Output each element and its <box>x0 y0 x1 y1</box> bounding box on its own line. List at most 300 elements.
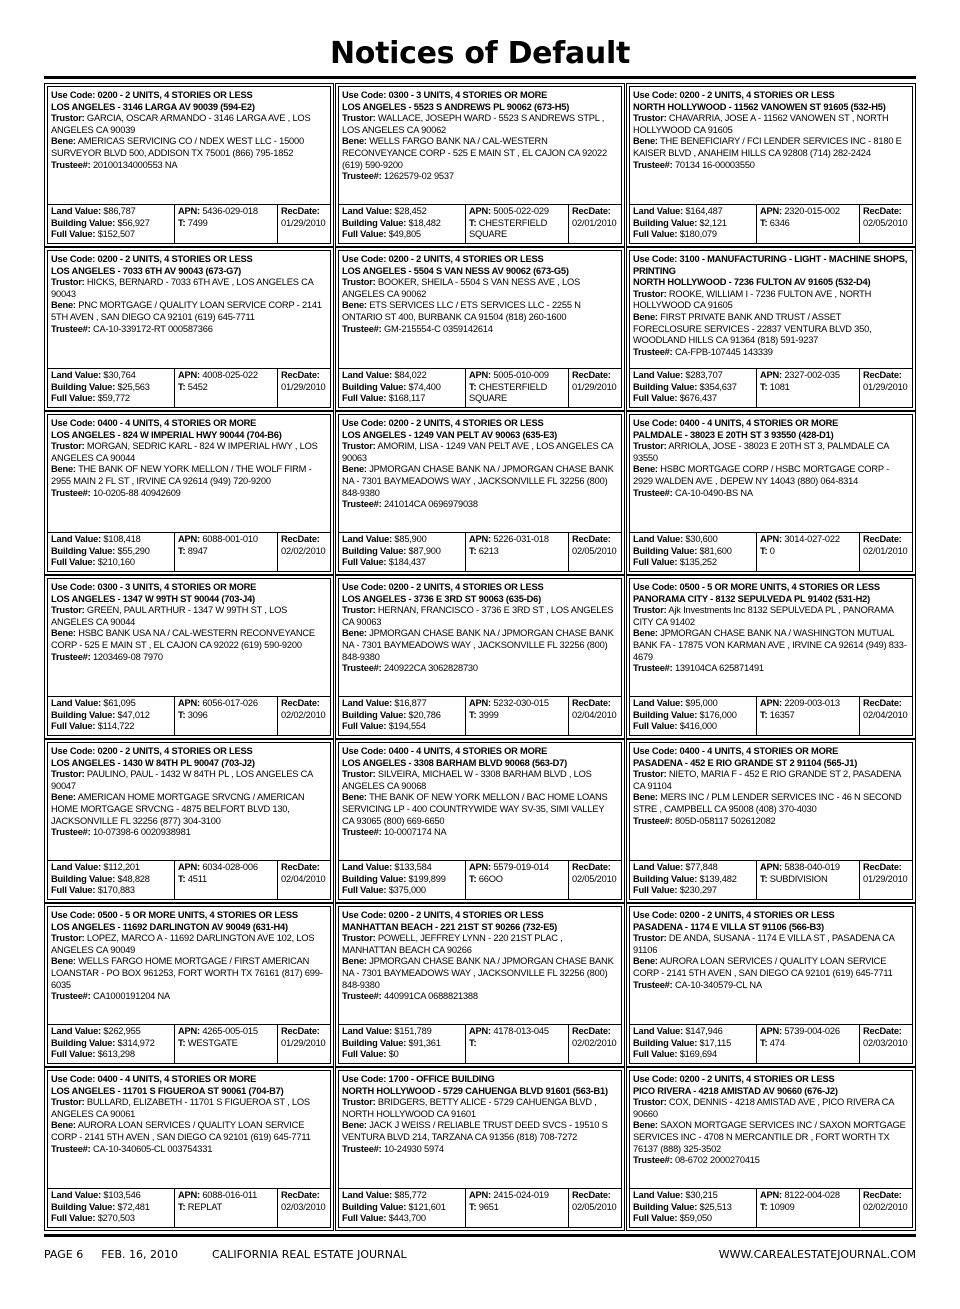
building-value-row <box>51 710 171 722</box>
building-value: $20,786 <box>408 709 441 720</box>
land-value: $86,787 <box>103 206 136 216</box>
land-value-row <box>342 862 462 874</box>
trustee-line <box>633 663 909 675</box>
notice-body <box>633 1074 909 1187</box>
tract-row <box>760 1038 856 1050</box>
recdate-label: RecDate: <box>281 206 320 216</box>
trustee-line <box>633 1155 909 1167</box>
use-code: Use Code: 0300 - 3 UNITS, 4 STORIES OR MORE <box>342 90 548 100</box>
beneficiary-line <box>342 628 618 663</box>
apn-value: 2327-002-035 <box>784 370 840 380</box>
building-value-row <box>51 1202 171 1214</box>
use-code: Use Code: 0200 - 2 UNITS, 4 STORIES OR LESS <box>633 910 835 920</box>
building-value-row <box>633 1038 753 1050</box>
trustor-value: AMORIM, LISA - 1249 VAN PELT AVE , LOS ANGELES CA 90063 <box>342 441 613 463</box>
recdate-label: RecDate: <box>281 698 320 708</box>
apn-column <box>757 369 860 407</box>
land-value-label: Land Value: <box>633 1026 683 1036</box>
recdate-value: 01/29/2010 <box>281 1037 326 1048</box>
building-value-row <box>51 218 171 230</box>
trustee-label: Trustee#: <box>342 663 382 674</box>
trustee-value: 1203469-08 7970 <box>92 651 163 662</box>
recdate-label: RecDate: <box>572 370 611 380</box>
apn-label: APN: <box>178 370 200 380</box>
trustee-line <box>633 980 909 992</box>
trustee-value: 440991CA 0688821388 <box>383 991 478 1002</box>
full-value-label: Full Value: <box>633 1049 678 1060</box>
apn-row <box>178 1026 274 1038</box>
building-value-row <box>342 218 462 230</box>
recdate-column <box>569 1025 621 1063</box>
land-value: $95,000 <box>685 698 718 708</box>
trustor-label: Trustor: <box>633 288 667 299</box>
page-footer <box>44 1248 916 1262</box>
bene-value: MERS INC / PLM LENDER SERVICES INC - 46 N SECOND STRE , CAMPBELL CA 95008 (408) 370-4030 <box>633 792 902 814</box>
full-value: $59,050 <box>679 1213 712 1224</box>
full-value-row <box>51 885 171 897</box>
land-value-label: Land Value: <box>633 862 683 872</box>
full-value: $210,160 <box>97 557 135 568</box>
use-code: Use Code: 0200 - 2 UNITS, 4 STORIES OR LESS <box>633 1074 835 1084</box>
land-value: $283,707 <box>685 370 723 380</box>
trustee-value: CA-10-0490-BS NA <box>674 487 753 498</box>
trustor-value: DE ANDA, SUSANA - 1174 E VILLA ST , PASADENA CA 91106 <box>633 933 895 955</box>
building-value-label: Building Value: <box>51 709 116 720</box>
notice-inner <box>338 414 622 572</box>
tract-value: 66OO <box>478 873 503 884</box>
recdate-value: 01/29/2010 <box>572 381 617 392</box>
building-value-label: Building Value: <box>51 1201 116 1212</box>
land-value-label: Land Value: <box>633 370 683 380</box>
trustee-label: Trustee#: <box>51 651 91 662</box>
building-value-label: Building Value: <box>342 709 407 720</box>
trustor-label: Trustor: <box>51 769 85 780</box>
tract-value: WESTGATE <box>187 1037 238 1048</box>
apn-value: 6056-017-026 <box>202 698 258 708</box>
full-value-row <box>633 393 753 405</box>
apn-column <box>757 1025 860 1063</box>
value-table <box>339 532 621 571</box>
value-column <box>48 205 175 243</box>
beneficiary-line <box>342 792 618 827</box>
building-value-label: Building Value: <box>342 873 407 884</box>
land-value-row <box>633 1026 753 1038</box>
trustee-value: CA-10-340605-CL 003754331 <box>92 1143 213 1154</box>
trustee-line <box>342 991 618 1003</box>
trustee-value: GM-215554-C 0359142614 <box>383 323 493 334</box>
recdate-value: 02/01/2010 <box>863 545 908 556</box>
full-value-row <box>51 393 171 405</box>
recdate-label: RecDate: <box>281 1026 320 1036</box>
beneficiary-line <box>342 956 618 991</box>
land-value-label: Land Value: <box>51 1190 101 1200</box>
recdate-label: RecDate: <box>863 370 902 380</box>
recdate-value: 02/03/2010 <box>863 1037 908 1048</box>
full-value-label: Full Value: <box>51 393 96 404</box>
property-address: LOS ANGELES - 5504 S VAN NESS AV 90062 (673-G5) <box>342 265 569 276</box>
apn-label: APN: <box>469 370 491 380</box>
land-value-row <box>51 534 171 546</box>
page-title: Notices of Default <box>329 36 630 71</box>
notice-body <box>51 90 327 203</box>
trustor-line <box>342 933 618 956</box>
notice-body <box>51 1074 327 1187</box>
full-value: $152,507 <box>97 229 135 240</box>
apn-column <box>175 697 278 735</box>
full-value-label: Full Value: <box>633 885 678 896</box>
bene-label: Bene: <box>51 464 76 475</box>
recdate-column <box>278 861 330 899</box>
building-value-label: Building Value: <box>51 217 116 228</box>
trustee-line <box>342 1144 618 1156</box>
notice-card <box>626 83 916 247</box>
trustee-value: CA-FPB-107445 143339 <box>674 346 773 357</box>
full-value: $180,079 <box>679 229 717 240</box>
apn-column <box>175 369 278 407</box>
value-table <box>630 1188 912 1227</box>
land-value-label: Land Value: <box>51 206 101 216</box>
tract-label: T: <box>760 1037 768 1048</box>
tract-label: T: <box>469 381 477 392</box>
full-value-row <box>633 1213 753 1225</box>
value-table <box>339 1188 621 1227</box>
use-code: Use Code: 1700 - OFFICE BUILDING <box>342 1074 495 1084</box>
bene-value: ETS SERVICES LLC / ETS SERVICES LLC - 2255 N ONTARIO ST 400, BURBANK CA 91504 (818) 260-1600 <box>342 300 581 322</box>
tract-label: T: <box>469 545 477 556</box>
bene-label: Bene: <box>342 300 367 311</box>
land-value-row <box>633 370 753 382</box>
apn-label: APN: <box>178 1026 200 1036</box>
land-value-row <box>342 370 462 382</box>
recdate-value: 01/29/2010 <box>281 217 326 228</box>
trustor-label: Trustor: <box>342 769 376 780</box>
trustee-line <box>342 663 618 675</box>
recdate-label: RecDate: <box>281 534 320 544</box>
recdate-column <box>860 1189 912 1227</box>
full-value-label: Full Value: <box>633 721 678 732</box>
bene-value: WELLS FARGO BANK NA / CAL-WESTERN RECONVEYANCE CORP - 525 E MAIN ST , EL CAJON CA 92022 (619) 590-9200 <box>342 136 607 170</box>
land-value: $30,600 <box>685 534 718 544</box>
bene-value: JPMORGAN CHASE BANK NA / JPMORGAN CHASE BANK NA - 7301 BAYMEADOWS WAY , JACKSONVILLE FL 32256 (800) 848-9380 <box>342 956 614 990</box>
trustor-label: Trustor: <box>342 605 376 616</box>
trustor-value: ROOKE, WILLIAM I - 7236 FULTON AVE , NORTH HOLLYWOOD CA 91605 <box>633 288 872 311</box>
apn-label: APN: <box>178 1190 200 1200</box>
footer-rule <box>44 1234 916 1237</box>
trustor-label: Trustor: <box>633 769 667 780</box>
apn-value: 5436-029-018 <box>202 206 258 216</box>
tract-value: 6213 <box>478 545 499 556</box>
building-value: $55,290 <box>117 545 150 556</box>
apn-row <box>760 370 856 382</box>
building-value-row <box>342 1202 462 1214</box>
building-value-label: Building Value: <box>342 545 407 556</box>
recdate-column <box>860 369 912 407</box>
land-value-row <box>342 1026 462 1038</box>
trustee-value: CA1000191204 NA <box>92 991 171 1002</box>
tract-value: 474 <box>769 1037 785 1048</box>
notice-card <box>335 411 625 575</box>
recdate-label: RecDate: <box>572 862 611 872</box>
trustor-label: Trustor: <box>51 605 85 616</box>
apn-label: APN: <box>178 698 200 708</box>
trustor-label: Trustor: <box>51 277 85 288</box>
trustee-line <box>633 160 909 172</box>
trustor-value: HERNAN, FRANCISCO - 3736 E 3RD ST , LOS ANGELES CA 90063 <box>342 605 614 627</box>
trustor-label: Trustor: <box>633 605 667 616</box>
trustee-label: Trustee#: <box>342 499 382 510</box>
apn-row <box>469 1026 565 1038</box>
trustee-value: 1262579-02 9537 <box>383 171 454 182</box>
beneficiary-line <box>51 1120 327 1143</box>
tract-row <box>469 382 565 405</box>
land-value-row <box>51 862 171 874</box>
trustor-line <box>342 769 618 792</box>
tract-row <box>760 546 856 558</box>
trustee-label: Trustee#: <box>342 991 382 1002</box>
building-value-row <box>633 546 753 558</box>
property-address: PANORAMA CITY - 8132 SEPULVEDA PL 91402 (531-H2) <box>633 593 871 604</box>
land-value: $151,789 <box>394 1026 432 1036</box>
trustor-line <box>633 769 909 792</box>
full-value-label: Full Value: <box>51 885 96 896</box>
use-code: Use Code: 0500 - 5 OR MORE UNITS, 4 STORIES OR LESS <box>51 910 298 920</box>
value-table <box>630 204 912 243</box>
building-value-row <box>51 382 171 394</box>
land-value: $61,095 <box>103 698 136 708</box>
land-value: $147,946 <box>685 1026 723 1036</box>
recdate-label: RecDate: <box>572 1190 611 1200</box>
bene-label: Bene: <box>633 136 658 147</box>
tract-row <box>469 710 565 722</box>
tract-label: T: <box>178 217 186 228</box>
land-value: $84,022 <box>394 370 427 380</box>
tract-row <box>178 218 274 230</box>
recdate-label: RecDate: <box>863 1026 902 1036</box>
recdate-label: RecDate: <box>281 1190 320 1200</box>
value-column <box>630 1189 757 1227</box>
bene-label: Bene: <box>633 464 658 475</box>
trustee-value: 240922CA 3062828730 <box>383 663 478 674</box>
property-address: NORTH HOLLYWOOD - 5729 CAHUENGA BLVD 91601 (563-B1) <box>342 1085 608 1096</box>
trustee-line <box>342 499 618 511</box>
land-value-row <box>633 534 753 546</box>
apn-row <box>760 206 856 218</box>
bene-value: HSBC BANK USA NA / CAL-WESTERN RECONVEYANCE CORP - 525 E MAIN ST , EL CAJON CA 92022 (619) 590-9200 <box>51 628 315 650</box>
land-value-row <box>342 534 462 546</box>
beneficiary-line <box>633 464 909 487</box>
building-value: $176,000 <box>699 709 737 720</box>
recdate-column <box>569 369 621 407</box>
trustee-value: 70134 16-00003550 <box>674 159 755 170</box>
notice-card <box>626 411 916 575</box>
trustee-value: 10-07398-6 0020938981 <box>92 827 191 838</box>
tract-row <box>760 1202 856 1214</box>
land-value-row <box>633 862 753 874</box>
land-value-label: Land Value: <box>342 370 392 380</box>
tract-label: T: <box>178 1201 186 1212</box>
full-value-label: Full Value: <box>633 393 678 404</box>
value-table <box>339 696 621 735</box>
footer-website[interactable]: WWW.CAREALESTATEJOURNAL.COM <box>718 1248 916 1261</box>
tract-value: 4511 <box>187 873 207 884</box>
bene-label: Bene: <box>51 136 76 147</box>
full-value-row <box>342 721 462 733</box>
apn-row <box>760 1026 856 1038</box>
bene-value: SAXON MORTGAGE SERVICES INC / SAXON MORTGAGE SERVICES INC - 4708 N MERCANTILE DR , FORT WORTH TX 76137 (888) 325-3502 <box>633 1120 906 1154</box>
value-column <box>630 205 757 243</box>
apn-column <box>466 1189 569 1227</box>
trustor-line <box>51 605 327 628</box>
recdate-label: RecDate: <box>863 534 902 544</box>
building-value-row <box>633 382 753 394</box>
building-value: $81,600 <box>699 545 732 556</box>
trustee-label: Trustee#: <box>342 827 382 838</box>
building-value: $91,361 <box>408 1037 441 1048</box>
notice-body <box>51 254 327 367</box>
use-code: Use Code: 0200 - 2 UNITS, 4 STORIES OR LESS <box>342 418 544 428</box>
trustor-label: Trustor: <box>342 277 376 288</box>
building-value: $48,828 <box>117 873 150 884</box>
beneficiary-line <box>633 792 909 815</box>
use-code: Use Code: 0500 - 5 OR MORE UNITS, 4 STORIES OR LESS <box>633 582 880 592</box>
land-value-label: Land Value: <box>342 534 392 544</box>
value-table <box>630 1024 912 1063</box>
property-address: LOS ANGELES - 1430 W 84TH PL 90047 (703-J2) <box>51 757 255 768</box>
notice-card <box>44 83 334 247</box>
beneficiary-line <box>51 792 327 827</box>
value-column <box>339 533 466 571</box>
apn-row <box>178 206 274 218</box>
trustor-line <box>633 289 909 312</box>
full-value-label: Full Value: <box>633 557 678 568</box>
recdate-label: RecDate: <box>572 534 611 544</box>
value-table <box>48 204 330 243</box>
building-value: $47,012 <box>117 709 150 720</box>
trustor-line <box>51 441 327 464</box>
beneficiary-line <box>633 628 909 663</box>
notice-body <box>51 418 327 531</box>
apn-column <box>175 1189 278 1227</box>
apn-row <box>178 698 274 710</box>
trustor-value: BULLARD, ELIZABETH - 11701 S FIGUEROA ST , LOS ANGELES CA 90061 <box>51 1097 310 1119</box>
trustor-label: Trustor: <box>51 441 85 452</box>
apn-label: APN: <box>760 1190 782 1200</box>
notice-inner <box>338 250 622 408</box>
notice-inner <box>338 906 622 1064</box>
property-address: LOS ANGELES - 1249 VAN PELT AV 90063 (635-E3) <box>342 429 558 440</box>
land-value-row <box>51 1026 171 1038</box>
use-code: Use Code: 0200 - 2 UNITS, 4 STORIES OR LESS <box>633 90 835 100</box>
recdate-column <box>860 697 912 735</box>
building-value-label: Building Value: <box>633 873 698 884</box>
building-value-row <box>342 546 462 558</box>
tract-value: 6346 <box>769 217 790 228</box>
building-value-label: Building Value: <box>633 1201 698 1212</box>
value-column <box>339 369 466 407</box>
full-value-row <box>51 557 171 569</box>
trustor-line <box>633 113 909 136</box>
trustee-line <box>51 160 327 172</box>
bene-label: Bene: <box>633 792 658 803</box>
full-value: $169,694 <box>679 1049 717 1060</box>
bene-label: Bene: <box>342 464 367 475</box>
recdate-label: RecDate: <box>863 862 902 872</box>
bene-value: AURORA LOAN SERVICES / QUALITY LOAN SERVICE CORP - 2141 5TH AVEN , SAN DIEGO CA 92101 (619) 645-7711 <box>51 1120 311 1142</box>
land-value: $85,900 <box>394 534 427 544</box>
value-table <box>48 696 330 735</box>
recdate-label: RecDate: <box>281 862 320 872</box>
notice-inner <box>629 1070 913 1228</box>
notice-inner <box>629 414 913 572</box>
bene-value: AURORA LOAN SERVICES / QUALITY LOAN SERVICE CORP - 2141 5TH AVEN , SAN DIEGO CA 92101 (619) 645-7711 <box>633 956 893 978</box>
apn-row <box>469 206 565 218</box>
value-table <box>630 860 912 899</box>
tract-row <box>178 874 274 886</box>
full-value: $168,117 <box>388 393 426 404</box>
full-value: $194,554 <box>388 721 426 732</box>
recdate-value: 02/05/2010 <box>572 1201 617 1212</box>
value-column <box>339 861 466 899</box>
notice-card <box>626 247 916 411</box>
use-code: Use Code: 0200 - 2 UNITS, 4 STORIES OR LESS <box>51 746 253 756</box>
notice-inner <box>47 742 331 900</box>
apn-value: 2320-015-002 <box>784 206 840 216</box>
notice-card <box>335 83 625 247</box>
footer-page: PAGE 6 <box>44 1248 84 1261</box>
full-value-label: Full Value: <box>51 1213 96 1224</box>
full-value-row <box>51 229 171 241</box>
trustor-line <box>342 1097 618 1120</box>
tract-label: T: <box>760 709 768 720</box>
full-value-label: Full Value: <box>633 1213 678 1224</box>
tract-value: 0 <box>769 545 775 556</box>
property-address: PICO RIVERA - 4218 AMISTAD AV 90660 (676-J2) <box>633 1085 838 1096</box>
apn-row <box>760 862 856 874</box>
recdate-column <box>860 861 912 899</box>
full-value-row <box>342 229 462 241</box>
notice-card <box>335 739 625 903</box>
full-value-row <box>633 229 753 241</box>
full-value: $230,297 <box>679 885 717 896</box>
trustee-line <box>51 1144 327 1156</box>
building-value: $25,563 <box>117 381 150 392</box>
trustor-value: COX, DENNIS - 4218 AMISTAD AVE , PICO RIVERA CA 90660 <box>633 1097 894 1119</box>
bene-label: Bene: <box>633 628 658 639</box>
full-value: $443,700 <box>388 1213 426 1224</box>
value-table <box>339 1024 621 1063</box>
building-value: $72,481 <box>117 1201 150 1212</box>
apn-label: APN: <box>178 534 200 544</box>
full-value-row <box>342 885 462 897</box>
full-value-label: Full Value: <box>342 393 387 404</box>
notice-body <box>342 90 618 203</box>
building-value-row <box>633 218 753 230</box>
apn-row <box>760 1190 856 1202</box>
tract-value: 16357 <box>769 709 795 720</box>
apn-label: APN: <box>469 698 491 708</box>
trustee-value: 10-0205-88 40942609 <box>92 487 181 498</box>
tract-label: T: <box>760 545 768 556</box>
bene-label: Bene: <box>342 792 367 803</box>
notice-card <box>44 739 334 903</box>
notice-inner <box>47 906 331 1064</box>
full-value: $676,437 <box>679 393 717 404</box>
trustor-value: BRIDGERS, BETTY ALICE - 5729 CAHUENGA BLVD , NORTH HOLLYWOOD CA 91601 <box>342 1097 597 1119</box>
value-table <box>48 532 330 571</box>
recdate-column <box>860 1025 912 1063</box>
trustee-value: 241014CA 0696979038 <box>383 499 478 510</box>
land-value-label: Land Value: <box>342 1026 392 1036</box>
